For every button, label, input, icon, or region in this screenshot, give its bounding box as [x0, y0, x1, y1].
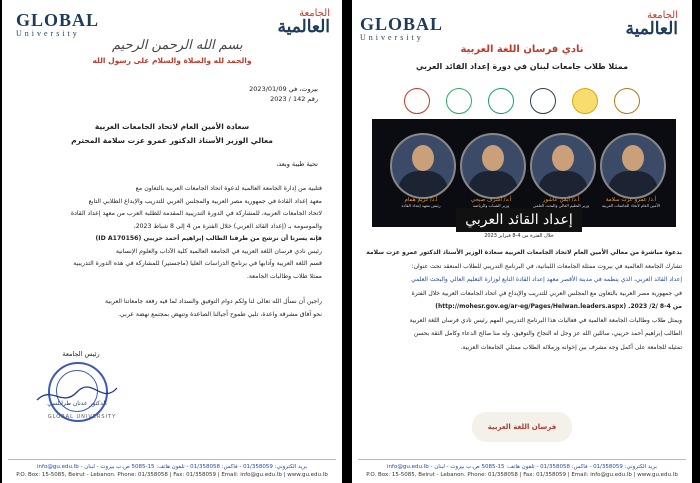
body-line: تشارك الجامعة العالمية في بيروت ممثلة الجامعات اللبنانية، في البرنامج التدريبي للطلاب المنعقد تحت عنوان: — [411, 262, 682, 270]
partner-logo-icon — [614, 88, 640, 114]
logo-en-subtitle: University — [360, 33, 424, 42]
logo-ar-top: الجامعة — [647, 10, 678, 21]
partner-logo-icon — [572, 88, 598, 114]
letter-footer — [358, 459, 686, 479]
logo-ar-bottom: العالمية — [625, 19, 678, 39]
speaker-title: رئيس معهد إعداد القادة — [401, 203, 441, 208]
footer-line-en: P.O. Box: 15-5085, Beirut - Lebanon. Phone: 01/358058 | Fax: 01/358059 | Email: info@gu.edu.lb | www.gu.edu.lb — [366, 472, 678, 478]
body-line: ممثلا طلاب وطالبات الجامعة. — [246, 272, 322, 280]
speaker-title: وزير الشباب والرياضة — [472, 203, 510, 208]
signature-name: الدكتور عدنان طرابلسي — [47, 400, 107, 407]
body-line: رئيس نادي فرسان اللغة العربية في الجامعة العالمية كلية الآداب والعلوم الإنسانية — [115, 247, 322, 255]
basmala-calligraphy: بسم الله الرحمن الرحيم — [112, 38, 243, 53]
speaker-photo — [390, 133, 456, 199]
body-line: والموسومة بـ (إعداد القائد العربي) خلال الفترة من 4 إلى 8 شباط 2023، — [133, 222, 322, 230]
addressee-block — [12, 120, 332, 148]
body-line-link: من 4-8 /2/ 2023. (http://mohesr.gov.eg/ar-eg/Pages/Helwan.leaders.aspx) — [435, 303, 682, 310]
letter-closing — [16, 296, 322, 321]
speaker-label — [594, 197, 668, 209]
letter-body — [16, 183, 322, 283]
body-line-course: إعداد القائد العربي، الذي ينظمه في مدينة الأقصر معهد إعداد القادة التابع لوزارة التعليم العالي والبحث العلمي — [411, 276, 682, 283]
body-line: تمثيله للجامعة على أكمل وجه مشرف بين إخوانه وزملائه الطلاب ممثلي الجامعات العربية. — [460, 343, 682, 351]
news-page-right — [352, 0, 692, 483]
body-line: فتلبية من إدارة الجامعة العالمية لدعوة اتحاد الجامعات العربية بالتعاون مع — [135, 185, 322, 192]
speaker-title: وزير التعليم العالي والبحث العلمي — [532, 203, 590, 208]
page-subheading: ممثلا طلاب جامعات لبنان في دورة إعداد القائد العربي — [415, 62, 629, 71]
club-logo: فرسان اللغة العربية — [472, 412, 572, 442]
footer-line-ar: info@gu.edu.lb - بريد الكتروني: 01/358059 - فاكس: 01/358058 - تلفون هاتف: 15-5085 ص.ب بيروت - لبنان — [387, 464, 657, 470]
logo-en-title: GLOBAL — [360, 14, 444, 34]
speaker-title: الأمين العام لاتحاد الجامعات العربية — [602, 203, 660, 208]
speaker-photo — [530, 133, 596, 199]
speaker-name: أ.د/ عمرو عزت سلامة — [605, 197, 657, 203]
global-university-logo-ar — [277, 8, 330, 35]
footer-line-en: P.O. Box: 15-5085, Beirut - Lebanon. Phone: 01/358058 | Fax: 01/358059 | Email: info@gu.edu.lb | www.gu.edu.lb — [16, 472, 328, 478]
speaker-label — [384, 197, 458, 209]
letter-date: بيروت، في 2023/01/09 — [249, 85, 318, 93]
speaker-photo — [460, 133, 526, 199]
addressee-line-2: معالي الوزير الأستاذ الدكتور عمرو عزت سلامة المحترم — [71, 136, 273, 145]
body-line: ويمثل طلاب وطالبات الجامعة العالمية في فعاليات هذا البرنامج التدريبي المهم رئيس نادي فرسان اللغة العربية — [409, 316, 682, 324]
course-title-banner: إعداد القائد العربي — [456, 208, 582, 232]
body-line: لاتحاد الجامعات العربية، للمشاركة في الدورة التدريبية المقدمة للطلبة العرب من معهد إعداد القادة — [70, 210, 322, 217]
global-university-logo-ar — [625, 10, 678, 37]
speaker-name: أ.د/ أشرف صبحي — [470, 197, 512, 203]
body-line: في جمهورية مصر العربية بالتعاون مع المجلس العربي للتدريب والإبداع في اتحاد الجامعات العربية خلال الفترة — [411, 289, 682, 297]
partner-logo-icon — [446, 88, 472, 114]
speaker-name: أ.د/ كريم همام — [404, 197, 438, 203]
course-dates: خلال الفترة من 4-8 فبراير 2023 — [484, 233, 554, 239]
letter-footer — [8, 459, 336, 479]
closing-line: راجين أن نسأل الله تعالى لنا ولكم دوام التوفيق والسداد لما فيه رفعة جامعاتنا العربية — [105, 298, 322, 305]
logo-en-title: GLOBAL — [16, 10, 100, 30]
body-line: قسم اللغة العربية وآدابها في برنامج الدراسات العليا (ماجستير) للمشاركة في هذه الدورة التدريبية — [73, 260, 322, 267]
logo-ar-bottom: العالمية — [277, 17, 330, 37]
partner-logo-icon — [530, 88, 556, 114]
logo-ar-top: الجامعة — [299, 8, 330, 19]
letter-date-ref — [249, 84, 318, 104]
speaker-name: أ.د/ أيمن عاشور — [542, 197, 580, 203]
body-line-nominee: فإنه يسرنا أن نرشح من طرفنا الطالب إبراهيم أحمد حريبي (ID A170156) — [95, 235, 322, 242]
letter-ref: رقم 142 / 2023 — [270, 95, 318, 103]
speaker-photo — [600, 133, 666, 199]
salutation: تحية طيبة وبعد، — [276, 160, 318, 168]
news-body — [362, 246, 682, 354]
body-line: معهد إعداد القادة في جمهورية مصر العربية والمجلس العربي للتدريب والإبداع الطلابي التابع — [88, 197, 322, 205]
global-university-logo-en — [16, 10, 99, 38]
logo-en-subtitle: University — [16, 29, 80, 38]
letter-page-left — [2, 0, 342, 483]
body-line: بدعوة مباشرة من معالي الأمين العام لاتحاد الجامعات العربية سعادة الوزير الأستاذ الدكتور عمرو عزت سلامة — [366, 249, 682, 256]
closing-line: نحو آفاق مشرقة واعدة، تلبي طموح أجيالنا الصاعدة وتنهض بمجتمع نهضة عربي. — [117, 310, 322, 318]
body-line-student: الطالب إبراهيم أحمد حريبي، سائلين الله عز وجل له النجاح والتوفيق، وله منا صالح الدعاء وكامل الثقة بحسن — [413, 330, 682, 337]
signature-title: رئيس الجامعة — [62, 350, 100, 358]
greeting-line: والحمد لله والصلاة والسلام على رسول الله — [92, 56, 252, 65]
partner-logo-icon — [404, 88, 430, 114]
page-heading: نادي فرسان اللغة العربية — [460, 44, 584, 55]
global-university-logo-en — [360, 14, 443, 42]
footer-line-ar: info@gu.edu.lb - بريد الكتروني: 01/358059 - فاكس: 01/358058 - تلفون هاتف: 15-5085 ص.ب بيروت - لبنان — [37, 464, 307, 470]
addressee-line-1: سعادة الأمين العام لاتحاد الجامعات العربية — [94, 122, 250, 131]
stamp-text: GLOBAL UNIVERSITY — [47, 414, 117, 420]
partner-logo-icon — [488, 88, 514, 114]
